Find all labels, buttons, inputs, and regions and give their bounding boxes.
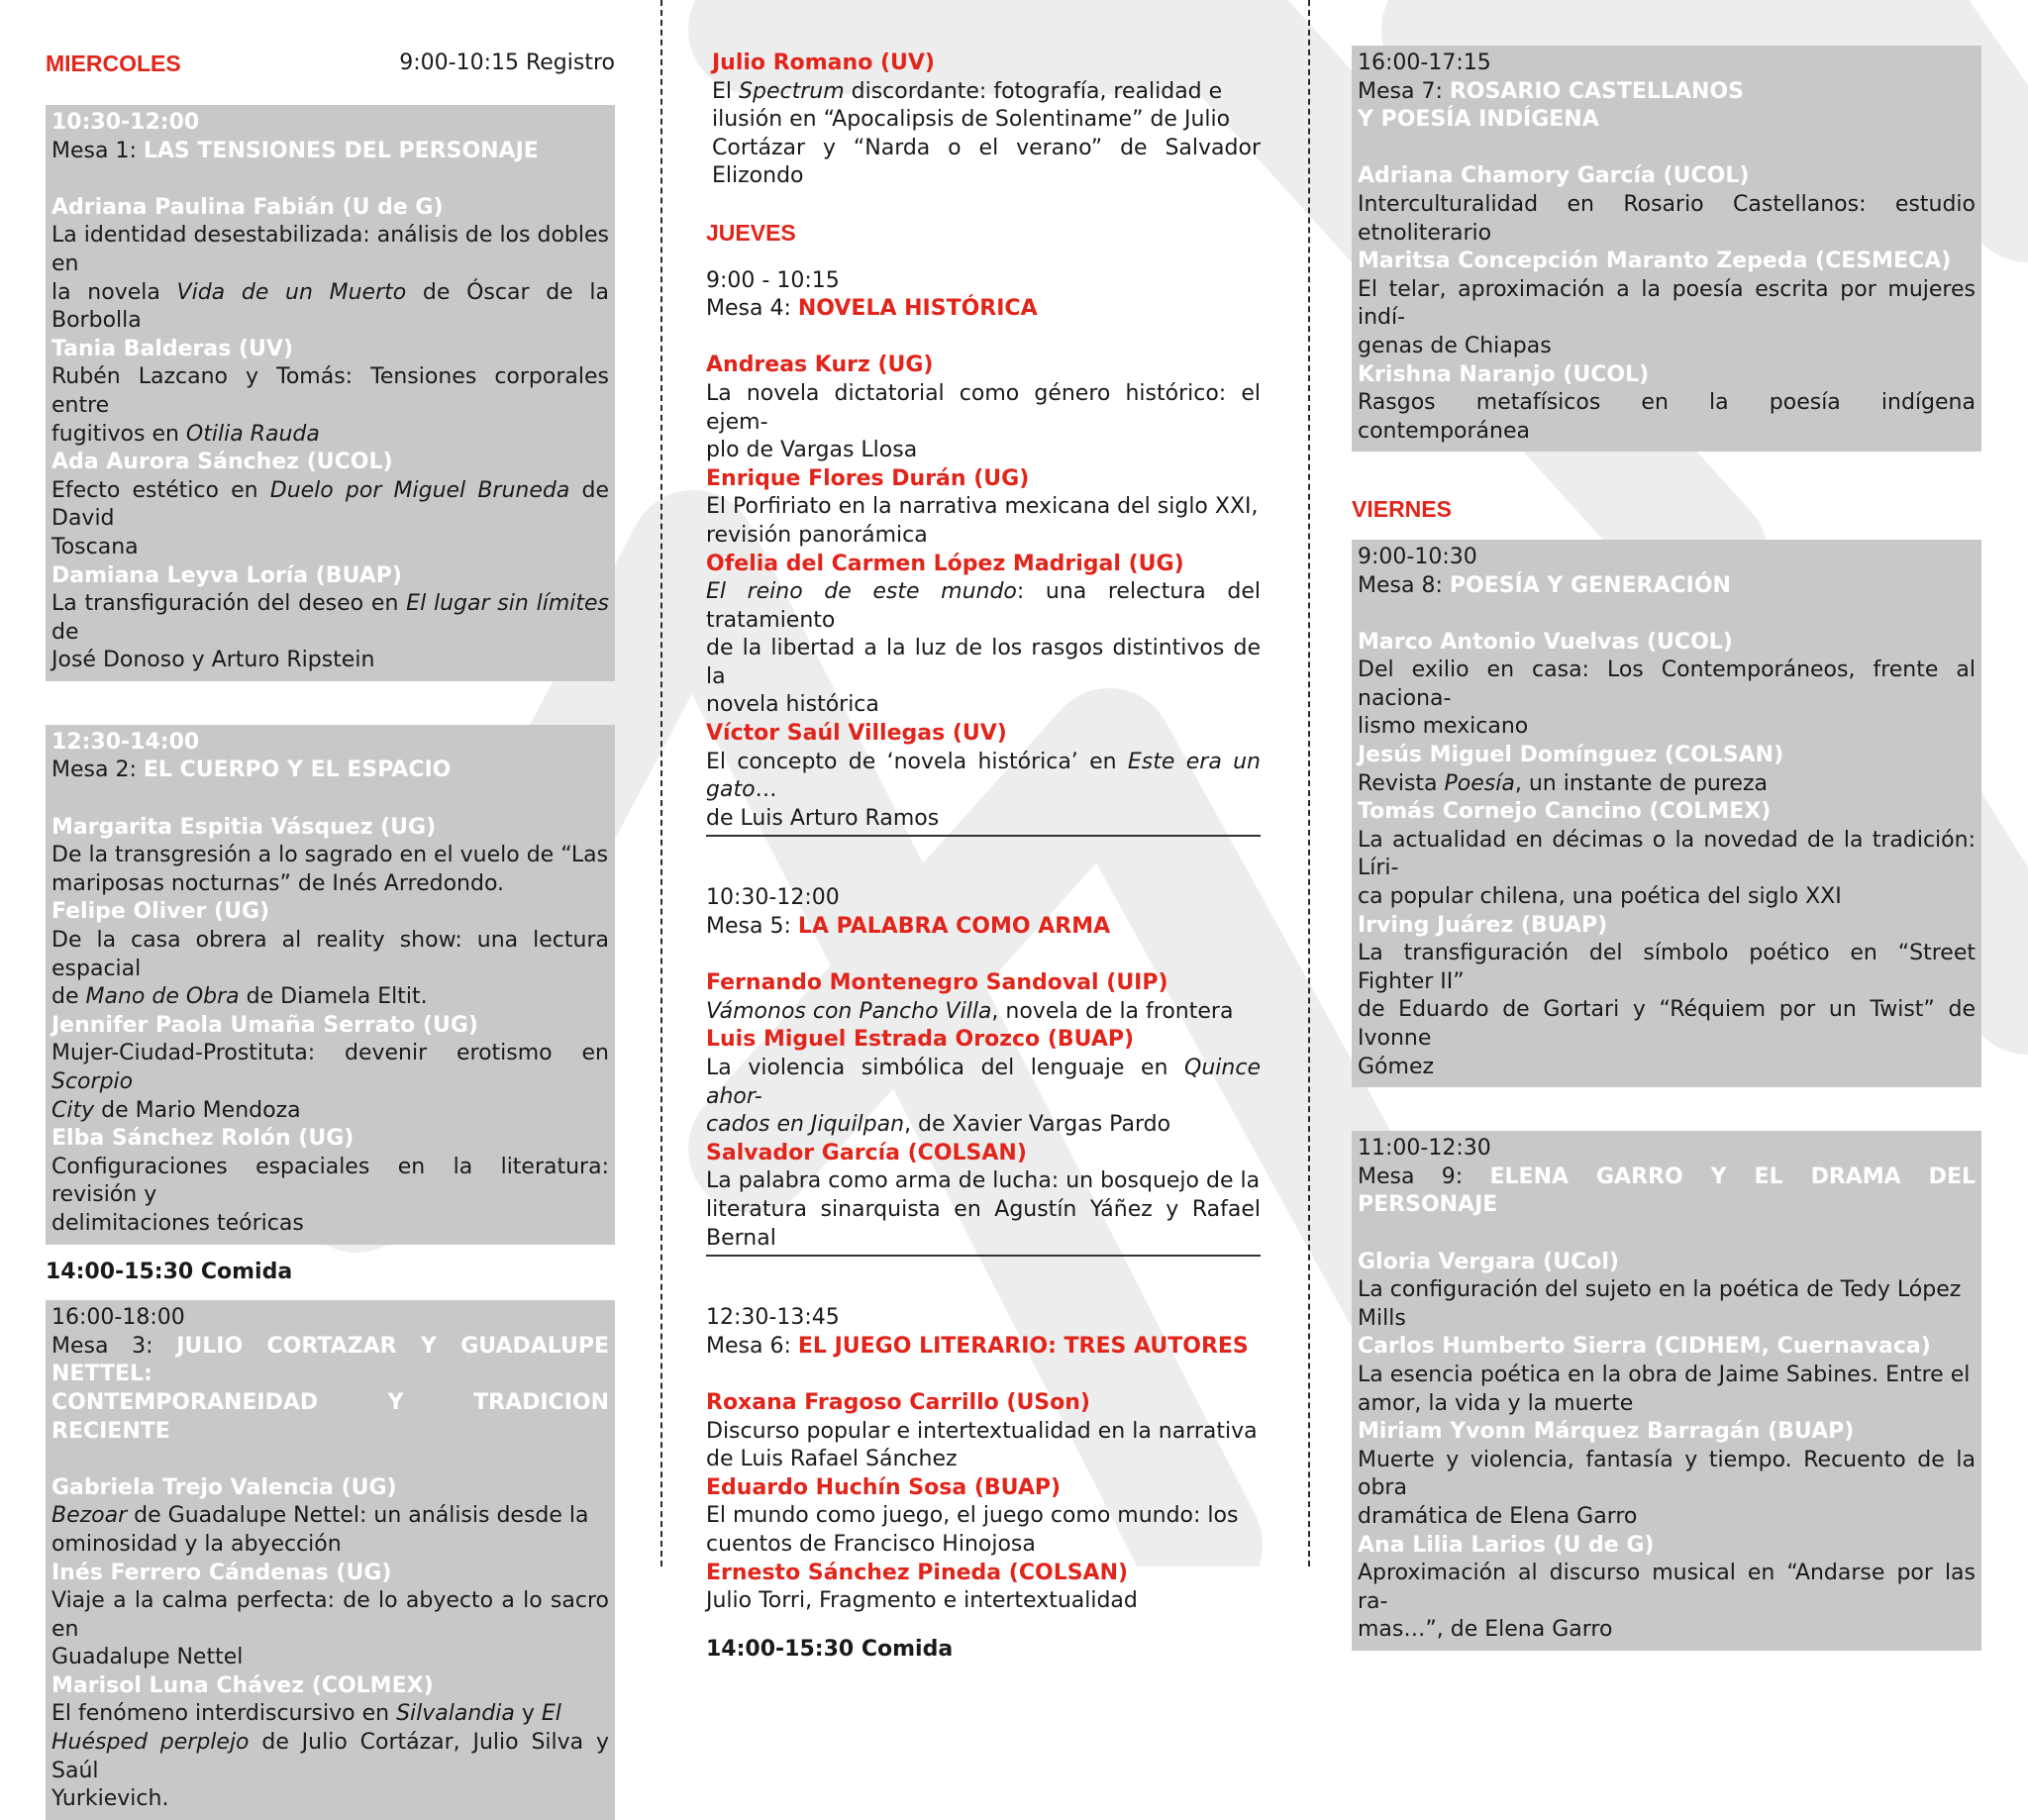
mesa-3-paper-1: Bezoar de Guadalupe Nettel: un análisis desde la ominosidad y la abyección xyxy=(51,1503,589,1557)
mesa-4-paper-4: El concepto de ‘novela histórica’ en Este era un gato… de Luis Arturo Ramos xyxy=(706,749,1261,831)
fold-line-right xyxy=(1308,0,1310,1567)
continued-author-1: Julio Romano (UV) xyxy=(712,51,935,75)
mesa-1-author-2: Tania Balderas (UV) xyxy=(51,336,293,361)
mesa-2-paper-1: De la transgresión a lo sagrado en el vuelo de “Las mariposas nocturnas” de Inés Arredondo. xyxy=(51,843,609,896)
day-heading-miercoles: MIERCOLES xyxy=(46,51,181,76)
mesa-2-time: 12:30-14:00 xyxy=(51,729,200,755)
mesa-2-author-3: Jennifer Paola Umaña Serrato (UG) xyxy=(51,1012,478,1038)
mesa-9-author-4: Ana Lilia Larios (U de G) xyxy=(1358,1532,1655,1558)
mesa-3-author-2: Inés Ferrero Cándenas (UG) xyxy=(51,1560,392,1585)
mesa-6-author-1: Roxana Fragoso Carrillo (USon) xyxy=(706,1389,1090,1415)
mesa-2-paper-4: Configuraciones espaciales en la literatura: revisión y delimitaciones teóricas xyxy=(51,1154,609,1236)
mesa-4-time: 9:00 - 10:15 xyxy=(706,267,840,293)
mesa-4-paper-2: El Porfiriato en la narrativa mexicana del siglo XXI, revisión panorámica xyxy=(706,494,1259,548)
mesa-7-panel xyxy=(1352,46,1981,452)
mesa-3-author-1: Gabriela Trejo Valencia (UG) xyxy=(51,1474,397,1500)
mesa-1-author-1: Adriana Paulina Fabián (U de G) xyxy=(51,194,444,220)
mesa-7-paper-1: Interculturalidad en Rosario Castellanos: estudio etnoliterario xyxy=(1358,191,1976,246)
mesa-5-author-2: Luis Miguel Estrada Orozco (BUAP) xyxy=(706,1027,1135,1053)
mesa-4-author-4: Víctor Saúl Villegas (UV) xyxy=(706,721,1007,747)
mesa-7-time: 16:00-17:15 xyxy=(1358,51,1491,75)
mesa-9-time: 11:00-12:30 xyxy=(1358,1136,1491,1162)
mesa-3-title-1: JULIO CORTAZAR Y GUADALUPE NETTEL: xyxy=(51,1333,610,1387)
mesa-1-label: Mesa 1: xyxy=(51,138,144,163)
mesa-1-title: LAS TENSIONES DEL PERSONAJE xyxy=(143,138,539,163)
mesa-5-author-3: Salvador García (COLSAN) xyxy=(706,1140,1027,1165)
mesa-8-paper-3: La actualidad en décimas o la novedad de la tradición: Líri- ca popular chilena, una poética del siglo XXI xyxy=(1358,827,1976,910)
mesa-9-paper-2: La esencia poética en la obra de Jaime Sabines. Entre el amor, la vida y la muerte xyxy=(1358,1362,1971,1416)
comida-wednesday: 14:00-15:30 Comida xyxy=(46,1259,293,1284)
column-friday xyxy=(1352,46,1981,1651)
mesa-7-author-1: Adriana Chamory García (UCOL) xyxy=(1358,163,1750,189)
mesa-4-label: Mesa 4: xyxy=(706,296,798,322)
fold-line-left xyxy=(660,0,662,1567)
continued-panel xyxy=(706,50,1261,191)
mesa-5-paper-1: Vámonos con Pancho Villa, novela de la frontera xyxy=(706,998,1234,1024)
mesa-1-author-4: Damiana Leyva Loría (BUAP) xyxy=(51,562,402,588)
mesa-6-paper-1: Discurso popular e intertextualidad en la narrativa de Luis Rafael Sánchez xyxy=(706,1418,1258,1472)
mesa-3-panel xyxy=(46,1300,615,1820)
mesa-6-panel xyxy=(706,1304,1261,1616)
comida-thursday: 14:00-15:30 Comida xyxy=(706,1636,954,1662)
registro-time: 9:00-10:15 Registro xyxy=(399,51,615,75)
mesa-2-paper-3: Mujer-Ciudad-Prostituta: devenir erotismo en Scorpio City de Mario Mendoza xyxy=(51,1041,609,1123)
mesa-1-panel xyxy=(46,105,615,681)
mesa-7-label: Mesa 7: xyxy=(1358,78,1450,104)
mesa-8-label: Mesa 8: xyxy=(1358,572,1450,598)
mesa-7-paper-3: Rasgos metafísicos en la poesía indígena contemporánea xyxy=(1358,390,1976,444)
mesa-8-author-4: Irving Juárez (BUAP) xyxy=(1358,912,1608,938)
mesa-4-author-2: Enrique Flores Durán (UG) xyxy=(706,465,1030,491)
mesa-9-author-1: Gloria Vergara (UCol) xyxy=(1358,1249,1619,1274)
mesa-8-title: POESÍA Y GENERACIÓN xyxy=(1449,572,1731,598)
mesa-2-author-2: Felipe Oliver (UG) xyxy=(51,899,270,925)
mesa-3-title-2: CONTEMPORANEIDAD Y TRADICION RECIENTE xyxy=(51,1389,609,1444)
mesa-6-title: EL JUEGO LITERARIO: TRES AUTORES xyxy=(797,1333,1249,1359)
column-thursday xyxy=(706,50,1261,1664)
mesa-8-time: 9:00-10:30 xyxy=(1358,544,1477,569)
mesa-1-paper-4: La transfiguración del deseo en El lugar sin límites de José Donoso y Arturo Ripstein xyxy=(51,591,609,673)
mesa-1-paper-3: Efecto estético en Duelo por Miguel Bruneda de David Toscana xyxy=(51,477,609,559)
mesa-2-author-4: Elba Sánchez Rolón (UG) xyxy=(51,1126,355,1152)
mesa-7-paper-2: El telar, aproximación a la poesía escrita por mujeres indí- genas de Chiapas xyxy=(1358,276,1976,358)
column-wednesday xyxy=(46,50,615,1820)
day-heading-viernes: VIERNES xyxy=(1352,496,1452,523)
mesa-5-author-1: Fernando Montenegro Sandoval (UIP) xyxy=(706,970,1168,996)
mesa-8-panel xyxy=(1352,540,1981,1087)
mesa-8-author-3: Tomás Cornejo Cancino (COLMEX) xyxy=(1358,799,1772,825)
mesa-9-label: Mesa 9: xyxy=(1358,1163,1490,1189)
mesa-4-paper-1: La novela dictatorial como género histórico: el ejem- plo de Vargas Llosa xyxy=(706,380,1261,463)
mesa-3-paper-3: El fenómeno interdiscursivo en Silvalandia y El Huésped perplejo de Julio Cortázar, Julio Silva y Saúl Yurkievich. xyxy=(51,1701,609,1812)
mesa-2-author-1: Margarita Espitia Vásquez (UG) xyxy=(51,814,437,840)
mesa-9-paper-1: La configuración del sujeto en la poética de Tedy López Mills xyxy=(1358,1277,1962,1331)
mesa-7-title-2: Y POESÍA INDÍGENA xyxy=(1358,107,1599,133)
mesa-1-paper-1: La identidad desestabilizada: análisis de los dobles en la novela Vida de un Muerto de Óscar de la Borbolla xyxy=(51,223,609,334)
mesa-9-paper-3: Muerte y violencia, fantasía y tiempo. Recuento de la obra dramática de Elena Garro xyxy=(1358,1447,1976,1529)
mesa-3-author-3: Marisol Luna Chávez (COLMEX) xyxy=(51,1672,434,1698)
mesa-8-paper-1: Del exilio en casa: Los Contemporáneos, frente al naciona- lismo mexicano xyxy=(1358,657,1976,740)
mesa-4-panel xyxy=(706,267,1261,838)
mesa-6-time: 12:30-13:45 xyxy=(706,1305,840,1331)
mesa-1-author-3: Ada Aurora Sánchez (UCOL) xyxy=(51,450,393,475)
mesa-9-panel xyxy=(1352,1131,1981,1651)
mesa-6-author-2: Eduardo Huchín Sosa (BUAP) xyxy=(706,1474,1062,1500)
day-heading-jueves: JUEVES xyxy=(706,219,796,246)
mesa-7-title-1: ROSARIO CASTELLANOS xyxy=(1449,78,1744,104)
continued-paper-1: El Spectrum discordante: fotografía, realidad e ilusión en “Apocalipsis de Solentiname” de Julio Cortázar y “Narda o el verano” de Salvador Elizondo xyxy=(712,78,1261,189)
mesa-7-author-3: Krishna Naranjo (UCOL) xyxy=(1358,361,1650,387)
mesa-3-time: 16:00-18:00 xyxy=(51,1305,185,1331)
mesa-5-label: Mesa 5: xyxy=(706,914,798,940)
mesa-9-title: ELENA GARRO Y EL DRAMA DEL PERSONAJE xyxy=(1358,1163,1976,1218)
mesa-9-author-2: Carlos Humberto Sierra (CIDHEM, Cuernavaca) xyxy=(1358,1334,1931,1360)
mesa-9-paper-4: Aproximación al discurso musical en “Andarse por las ra- mas…”, de Elena Garro xyxy=(1358,1561,1976,1643)
mesa-4-title: NOVELA HISTÓRICA xyxy=(797,296,1038,322)
mesa-6-paper-2: El mundo como juego, el juego como mundo: los cuentos de Francisco Hinojosa xyxy=(706,1503,1239,1557)
mesa-5-title: LA PALABRA COMO ARMA xyxy=(797,914,1111,940)
mesa-8-author-1: Marco Antonio Vuelvas (UCOL) xyxy=(1358,629,1733,655)
mesa-8-author-2: Jesús Miguel Domínguez (COLSAN) xyxy=(1358,743,1784,768)
mesa-5-time: 10:30-12:00 xyxy=(706,885,840,911)
mesa-2-label: Mesa 2: xyxy=(51,758,144,783)
mesa-6-label: Mesa 6: xyxy=(706,1333,798,1359)
mesa-4-author-3: Ofelia del Carmen López Madrigal (UG) xyxy=(706,551,1184,576)
mesa-4-author-1: Andreas Kurz (UG) xyxy=(706,353,934,378)
mesa-7-author-2: Maritsa Concepción Maranto Zepeda (CESMECA) xyxy=(1358,249,1952,274)
mesa-5-paper-3: La palabra como arma de lucha: un bosquejo de la literatura sinarquista en Agustín Yáñez y Rafael Bernal xyxy=(706,1168,1261,1251)
mesa-5-panel xyxy=(706,884,1261,1257)
mesa-1-paper-2: Rubén Lazcano y Tomás: Tensiones corporales entre fugitivos en Otilia Rauda xyxy=(51,364,609,447)
mesa-6-paper-3: Julio Torri, Fragmento e intertextualidad xyxy=(706,1588,1138,1614)
mesa-3-paper-2: Viaje a la calma perfecta: de lo abyecto a lo sacro en Guadalupe Nettel xyxy=(51,1588,609,1670)
mesa-2-title: EL CUERPO Y EL ESPACIO xyxy=(143,758,452,783)
mesa-4-paper-3: El reino de este mundo: una relectura del tratamiento de la libertad a la luz de los rasgos distintivos de la novela histórica xyxy=(706,579,1261,718)
mesa-5-paper-2: La violencia simbólica del lenguaje en Quince ahor- cados en Jiquilpan, de Xavier Vargas Pardo xyxy=(706,1056,1261,1138)
mesa-6-author-3: Ernesto Sánchez Pineda (COLSAN) xyxy=(706,1560,1129,1585)
mesa-9-author-3: Miriam Yvonn Márquez Barragán (BUAP) xyxy=(1358,1419,1855,1445)
mesa-8-paper-2: Revista Poesía, un instante de pureza xyxy=(1358,770,1768,796)
mesa-8-paper-4: La transfiguración del símbolo poético en “Street Fighter II” de Eduardo de Gortari y “Réquiem por un Twist” de Ivonne Gómez xyxy=(1358,941,1976,1079)
mesa-2-panel xyxy=(46,725,615,1245)
mesa-3-label: Mesa 3: xyxy=(51,1333,177,1359)
mesa-1-time: 10:30-12:00 xyxy=(51,110,200,135)
mesa-2-paper-2: De la casa obrera al reality show: una lectura espacial de Mano de Obra de Diamela Eltit. xyxy=(51,928,609,1010)
